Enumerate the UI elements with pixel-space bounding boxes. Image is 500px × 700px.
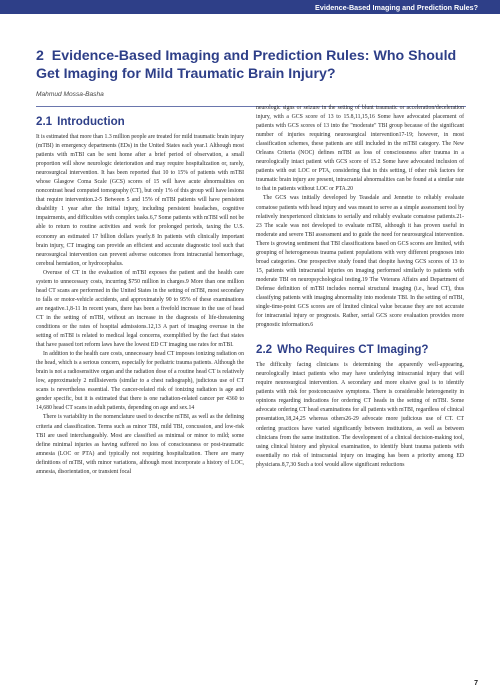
right-column xyxy=(256,104,464,470)
running-head xyxy=(0,0,500,14)
section-spacer xyxy=(256,330,464,340)
chapter-title xyxy=(36,47,466,83)
paragraph: The GCS was initially developed by Teasdale and Jennette to reliably evaluate comatose patients with head injury and was meant to serve as a simple assessment tool by relatively inexperienced clinicians to serially and reliably evaluate comatose patients.21-23 The scale was not developed to evaluate mTBI, although it has proven useful in moderate and severe TBI assessment and to guide the need for neurosurgical intervention. There is growing sentiment that TBI classifications based on GCS scores are limited, with grouping of heterogeneous trauma patient populations with very different prognoses into broad categories. One prospective study found that despite having GCS scores of 13 to 15, patients with intracranial injuries on imaging performed similarly to patients with moderate TBI on neuropsychological testing.19 The Veterans Affairs and Department of Defense definition of mTBI includes normal structural imaging (i.e., head CT), thus classifying patients with imaging abnormality into moderate TBI. In the setting of mTBI, single-time-point GCS scores are of limited clinical value because they are not accurate for intracranial injury or prognosis. Rather, serial GCS score evaluation provides more prognostic information.6 xyxy=(256,195,464,329)
paragraph: In addition to the health care costs, unnecessary head CT imposes ionizing radiation on the head, which is a serious concern, especially for pediatric trauma patients. Although the brain is not a radiosensitive organ and the radiation dose of a routine head CT is relatively low, approximately 2 millisieverts (similar to a chest radiograph), judicious use of CT scans is nevertheless essential. The cancer-related risk of ionizing radiation is age and gender specific, but it is estimated that there is one radiation-related cancer per 4360 to 14,680 head CT scans in adult patients, depending on age and sex.14 xyxy=(36,351,244,412)
left-column xyxy=(36,112,244,477)
paragraph: The difficulty facing clinicians is determining the apparently well-appearing, neurologically intact patients who may have underlying intracranial injury that will require neurosurgical intervention. A secondary and more elusive goal is to identify patients with risk for postconcussive symptoms. There is considerable heterogeneity in opinions regarding indications for ordering CT heads in the setting of mTBI. Some advocate ordering CT head examinations for all patients with mTBI, regardless of clinical presentation,18,24,25 whereas others26-29 advocate more judicious use of CT. CT ordering practices have varied significantly between institutions, as well as between clinicians from the same institution. The development of a clinical decision-making tool, using clinical history and physical examination, to identify blunt trauma patients with essentially no risk of intracranial injury on imaging has been a priority among ED physicians.8,7,30 Such a tool would allow significant reductions xyxy=(256,362,464,468)
section-heading-intro xyxy=(36,114,244,129)
section-number: 2.2 xyxy=(256,343,273,357)
page-number: 7 xyxy=(474,680,478,687)
section-number: 2.1 xyxy=(36,115,53,128)
paragraph: There is variability in the nomenclature used to describe mTBI, as well as the defining criteria and classification. Terms such as minor TBI, mild TBI, concussion, and low-risk TBI are used interchangeably. Most are classified as minimal or minor to mild; some define minimal injuries as having suffered no loss of consciousness or post-traumatic amnesia (LOC or PTA) and typically not requiring hospitalization. There are many definitions of mTBI, with minor variations, although most incorporate a history of LOC, amnesia, disorientation, or transient focal xyxy=(36,414,244,475)
chapter-title-text: Evidence-Based Imaging and Prediction Rules: Who Should Get Imaging for Mild Traumatic Brain Injury? xyxy=(36,48,457,82)
chapter-number: 2 xyxy=(36,48,44,64)
running-head-text: Evidence-Based Imaging and Prediction Rules? xyxy=(315,2,478,12)
paragraph: neurologic signs or seizure in the setting of blunt traumatic or acceleration/deceleration injury, with a GCS score of 13 to 15.8,11,15,16 Some have advocated placement of patients with GCS scores of 13 into the "moderate" TBI group because of the significant number of injuries requiring neurosurgical intervention17-19; however, in most classification schemes, these patients are still included in the mTBI category. The New Orleans Criteria (NOC) defines mTBI as loss of consciousness after trauma in a neurologically intact patient with GCS score of 15.2 Some have advocated inclusion of patients with out LOC or PTA, considering that in this setting, if other risk factors for traumatic brain injury are present, intracranial abnormalities can be found at a similar rate to that in patients without LOC or PTA.20 xyxy=(256,105,464,193)
paragraph: Overuse of CT in the evaluation of mTBI exposes the patient and the health care system to unnecessary costs, incurring $750 million in charges.9 More than one million head CT scans are performed in the United States in the setting of mTBI, most secondary to falls or motor-vehicle accidents, and approximately 90 to 95% of these examinations are negative.1,8-11 In recent years, there has been a fivefold increase in the use of head CT in the setting of mTBI, without an increase in the diagnosis of life-threatening conditions or the rates of hospital admissions.12,13 A part of imaging overuse in the setting of mTBI is related to medical legal concerns, exemplified by the fact that states that have passed tort reform laws have the lowest ED CT imaging use rates for mTBI. xyxy=(36,269,244,349)
author-name: Mahmud Mossa-Basha xyxy=(36,91,104,98)
section-title: Introduction xyxy=(57,115,125,128)
section-title: Who Requires CT Imaging? xyxy=(277,343,429,357)
section-heading-who-requires-ct xyxy=(256,342,464,357)
paragraph: It is estimated that more than 1.3 million people are treated for mild traumatic brain injury (mTBI) in emergency departments (EDs) in the United States each year.1 Although most patients with mTBI can be sent home after a brief period of observation, a small proportion will show neurologic deterioration and may require hospitalization or, rarely, neurosurgical intervention. It has been reported that 10 to 15% of patients with mTBI whose Glasgow Coma Scale (GCS) scores of 15 will have acute abnormalities on noncontrast head computed tomography (CT), but only 1% of this group will have lesions that require intervention.2-5 Between 5 and 15% of mTBI patients will have persistent disability 1 year after the initial injury, including persistent headaches, cognitive impairments, and difficulties with complex tasks.6,7 Some patients with mTBI will not be able to return to routine activities and work for prolonged periods, taxing the U.S. economy an estimated 17 billion dollars yearly.8 In patients with clinically important brain injury, CT imaging can provide an efficient and accurate diagnostic tool such that neurosurgical intervention can prevent adverse outcomes from intracranial hemorrhage, cerebral herniation, or hydrocephalus. xyxy=(36,134,244,267)
